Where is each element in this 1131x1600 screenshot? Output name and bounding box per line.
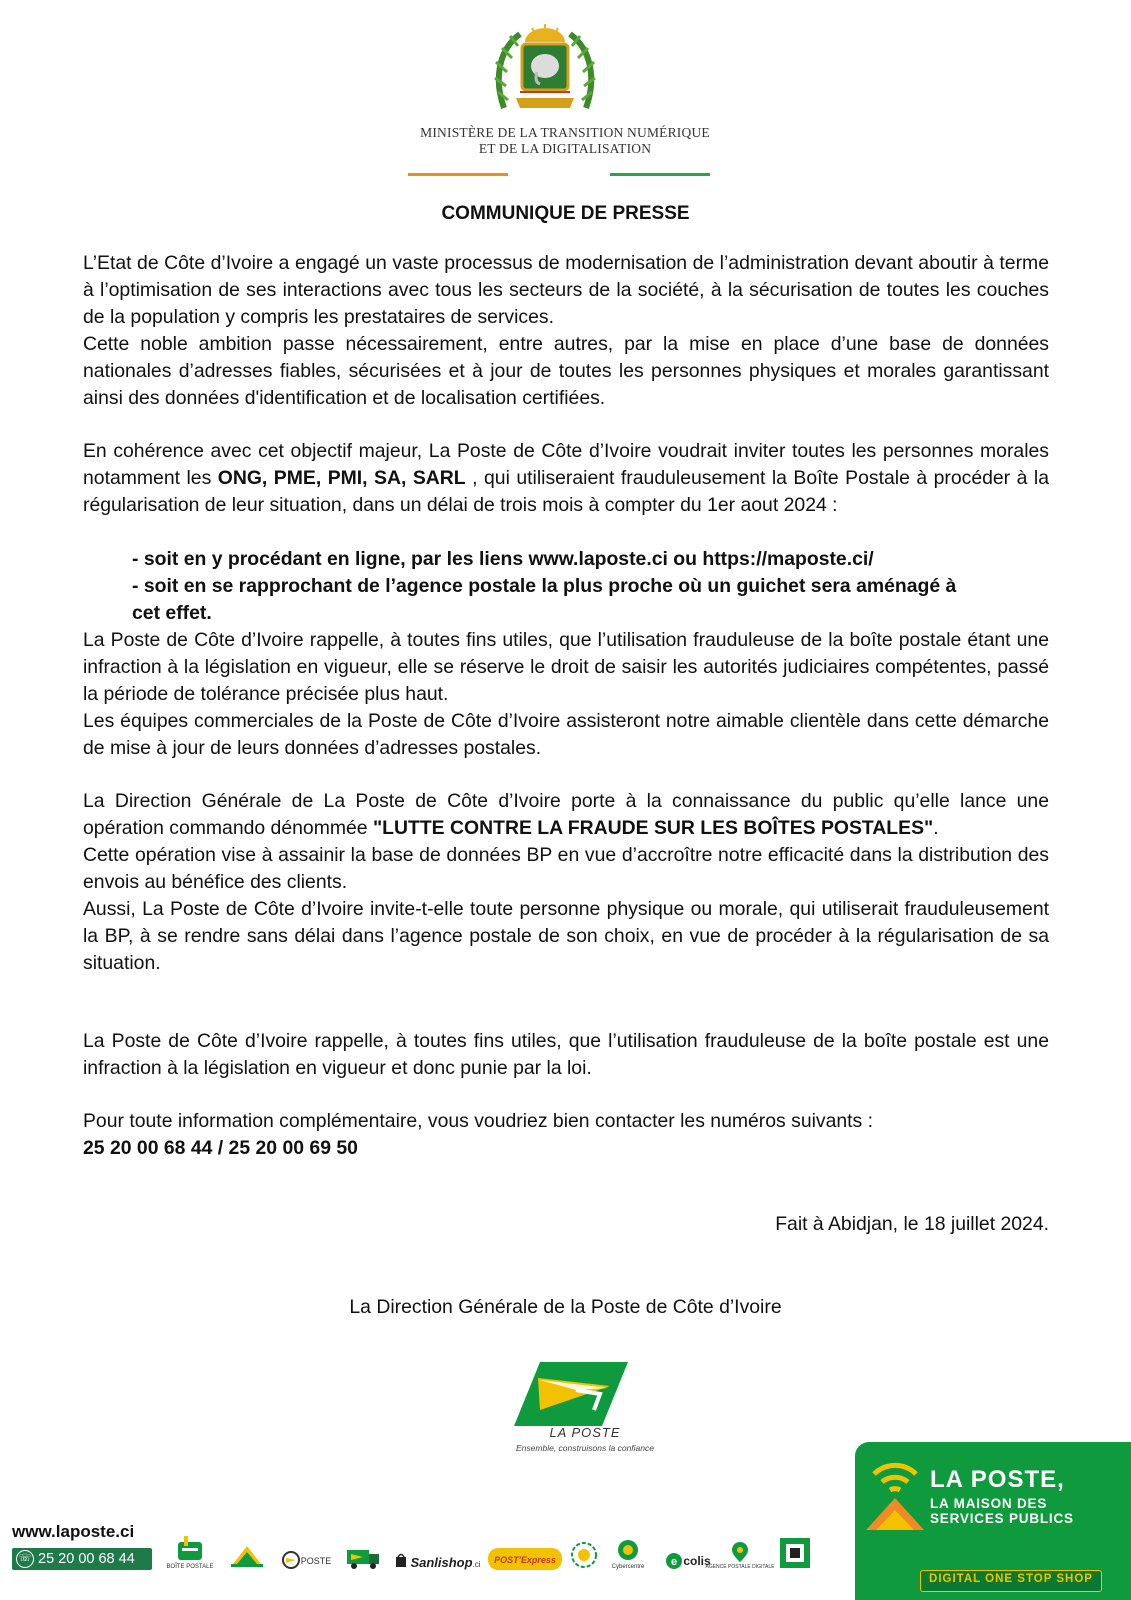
- bullet-online: - soit en y procédant en ligne, par les liens www.laposte.ci ou https://maposte.ci/: [132, 548, 874, 570]
- date-line: Fait à Abidjan, le 18 juillet 2024.: [775, 1213, 1049, 1235]
- brand-documents: [222, 1525, 272, 1570]
- cybercentre-icon: [616, 1538, 640, 1562]
- brand-eposte: [280, 1525, 332, 1570]
- paragraph-6-end: .: [933, 817, 939, 839]
- paragraph-8: Aussi, La Poste de Côte d’Ivoire invite-t-elle toute personne physique ou morale, qui utiliserait frauduleusement la BP, à se rendre sans délai dans l’agence postale de son choix, en vue de procéder à la régularisation de sa situation.: [83, 898, 1049, 974]
- delivery-truck-icon: [345, 1546, 381, 1570]
- brand-boite-postale: [166, 1525, 214, 1570]
- wifi-house-icon: [862, 1452, 928, 1532]
- paragraph-invitation: [83, 438, 1049, 519]
- panel-title: LA POSTE,: [930, 1466, 1065, 1493]
- bullet-agency: - soit en se rapprochant de l’agence postale la plus proche où un guichet sera aménagé à cet effet.: [132, 575, 957, 624]
- brand-cybercentre-label: Cybercentre: [611, 1564, 645, 1570]
- paragraph-contact: [83, 1108, 1049, 1162]
- panel-slogan: DIGITAL ONE STOP SHOP: [929, 1573, 1093, 1585]
- shopping-bag-icon: [395, 1553, 407, 1567]
- brand-eposte-label: POSTE: [300, 1556, 332, 1566]
- operation-name: "LUTTE CONTRE LA FRAUDE SUR LES BOÎTES POSTALES": [372, 817, 934, 839]
- globe-icon: [569, 1540, 599, 1570]
- la-poste-logo: [510, 1360, 660, 1455]
- paragraph-4: La Poste de Côte d’Ivoire rappelle, à toutes fins utiles, que l’utilisation frauduleuse de la boîte postale étant une infraction à la législation en vigueur, elle se réserve le droit de saisir les autorités judiciaires compétentes, passé la période de tolérance précisée plus haut.: [83, 629, 1049, 705]
- paragraph-reminder-block: [83, 627, 1049, 762]
- paragraph-law-reminder: La Poste de Côte d’Ivoire rappelle, à toutes fins utiles, que l’utilisation frauduleuse de la boîte postale est une infraction à la législation en vigueur et donc punie par la loi.: [83, 1030, 1049, 1079]
- panel-subtitle: [930, 1496, 1074, 1526]
- la-poste-tagline: Ensemble, construisons la confiance: [516, 1443, 654, 1453]
- phone-icon: ☏: [16, 1550, 34, 1568]
- brand-frame: [775, 1525, 815, 1570]
- svg-text:e: e: [671, 1556, 678, 1568]
- paragraph-1: L’Etat de Côte d’Ivoire a engagé un vaste processus de modernisation de l’administration devant aboutir à terme à l’optimisation de ses interactions avec tous les secteurs de la société, à la sécurisation de toutes les couches de la population y compris les prestataires de services.: [83, 252, 1049, 328]
- paragraph-3: [83, 438, 1049, 519]
- footer-phone-number: 25 20 00 68 44: [38, 1551, 135, 1567]
- paragraph-5: Les équipes commerciales de la Poste de Côte d’Ivoire assisteront notre aimable clientèle dans cette démarche de mise à jour de leurs données d’adresses postales.: [83, 710, 1049, 759]
- flag-stripe-green: [610, 173, 710, 176]
- brand-sanlishop-label: Sanlishop: [410, 1555, 473, 1570]
- service-frame-icon: [778, 1536, 812, 1570]
- paragraph-6: [83, 788, 1049, 842]
- ministry-line-2: ET DE LA DIGITALISATION: [478, 141, 652, 156]
- brand-agence-digitale: [705, 1525, 775, 1570]
- flag-stripe-orange: [408, 173, 508, 176]
- contact-phones: 25 20 00 68 44 / 25 20 00 69 50: [83, 1137, 358, 1159]
- panel-subtitle-line-1: LA MAISON DES: [930, 1496, 1048, 1511]
- footer-phone[interactable]: [12, 1548, 152, 1570]
- brand-agence-digitale-label: AGENCE POSTALE DIGITALE: [705, 1564, 775, 1570]
- paragraph-6-start: La Direction Générale de La Poste de Côte d’Ivoire porte à la connaissance du public qu’elle lance une opération commando dénommée: [83, 790, 1049, 839]
- ecolis-logo-icon: [665, 1552, 683, 1570]
- ministry-name: [340, 125, 790, 157]
- brand-sanlishop-suffix: .ci: [472, 1560, 481, 1569]
- paragraph-operation-block: [83, 788, 1049, 977]
- coat-of-arms-crest: [490, 20, 600, 118]
- eposte-logo-icon: [281, 1550, 301, 1570]
- mailbox-icon: [176, 1536, 204, 1562]
- brand-boite-postale-label: BOÎTE POSTALE: [166, 1564, 214, 1570]
- documents-icon: [227, 1542, 267, 1570]
- brand-cybercentre: [606, 1525, 650, 1570]
- la-poste-logo-text: LA POSTE: [549, 1425, 621, 1440]
- ministry-line-1: MINISTÈRE DE LA TRANSITION NUMÉRIQUE: [420, 125, 710, 140]
- brand-globe: [567, 1525, 601, 1570]
- brand-truck: [343, 1525, 383, 1570]
- location-pin-icon: [731, 1541, 749, 1563]
- paragraph-10: Pour toute information complémentaire, vous voudriez bien contacter les numéros suivants :: [83, 1110, 874, 1132]
- brand-ecolis-label: colis: [683, 1554, 711, 1568]
- brand-postexpress: [490, 1525, 560, 1570]
- entity-types: ONG, PME, PMI, SA, SARL: [217, 467, 466, 489]
- paragraph-7: Cette opération vise à assainir la base de données BP en vue d’accroître notre efficacité dans la distribution des envois au bénéfice des clients.: [83, 844, 1049, 893]
- paragraph-3-start: En cohérence avec cet objectif majeur, La Poste de Côte d’Ivoire voudrait inviter toutes les personnes morales notamment les: [83, 440, 1049, 489]
- signature: La Direction Générale de la Poste de Côte d’Ivoire: [349, 1296, 782, 1318]
- paragraph-2: Cette noble ambition passe nécessairement, entre autres, par la mise en place d’une base de données nationales d’adresses fiables, sécurisées et à jour de toutes les personnes physiques et morales garantissant ainsi des données d'identification et de localisation certifiées.: [83, 333, 1049, 409]
- brand-postexpress-label: POST'Express: [494, 1555, 556, 1565]
- footer-website-link[interactable]: www.laposte.ci: [12, 1522, 135, 1541]
- paragraph-intro: [83, 250, 1049, 412]
- brand-sanlishop: [393, 1525, 483, 1570]
- document-title: COMMUNIQUE DE PRESSE: [441, 203, 690, 224]
- panel-subtitle-line-2: SERVICES PUBLICS: [930, 1511, 1074, 1526]
- paragraph-3-end: , qui utiliseraient frauduleusement la Boîte Postale à procéder à la régularisation de leur situation, dans un délai de trois mois à compter du 1er aout 2024 :: [83, 467, 1049, 516]
